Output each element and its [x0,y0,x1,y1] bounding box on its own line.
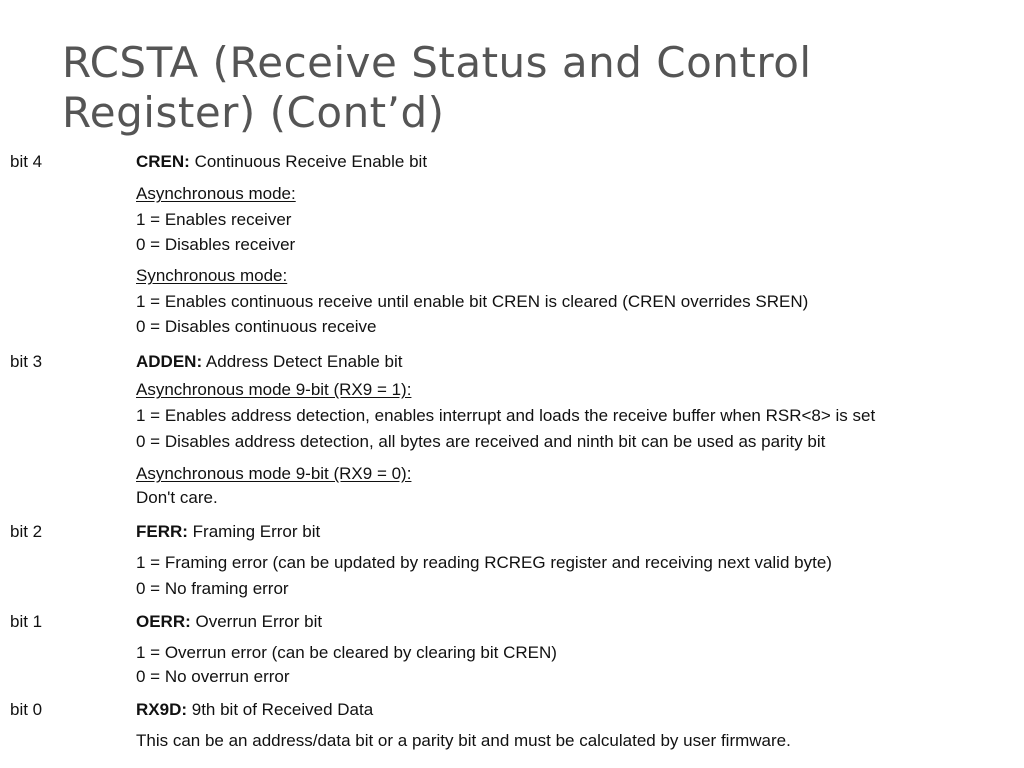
bit-4-async-value-0: 0 = Disables receiver [136,235,296,254]
bit-2-value-0: 0 = No framing error [136,579,289,598]
bit-0-note: This can be an address/data bit or a parity bit and must be calculated by user firmware. [136,731,791,750]
adden-name: ADDEN: [136,352,203,371]
bit-4-sync-value-0: 0 = Disables continuous receive [136,317,377,336]
bit-1-field [136,612,322,632]
bit-4-sync-value-1: 1 = Enables continuous receive until enable bit CREN is cleared (CREN overrides SREN) [136,292,809,311]
bit-1-value-1: 1 = Overrun error (can be cleared by clearing bit CREN) [136,643,557,662]
ferr-name: FERR: [136,522,188,541]
oerr-name: OERR: [136,612,191,631]
oerr-description: Overrun Error bit [190,612,323,631]
slide-title [62,38,1002,138]
bit-4-sync-heading: Synchronous mode: [136,266,288,285]
bit-3-async9-value-0: 0 = Disables address detection, all bytes are received and ninth bit can be used as parity bit [136,432,826,451]
bit-0-field [136,700,373,720]
bit-4-async-heading: Asynchronous mode: [136,184,296,203]
slide-title-line-1: RCSTA (Receive Status and Control [62,38,812,87]
rx9d-name: RX9D: [136,700,188,719]
bit-1-label: bit 1 [10,612,43,631]
bit-2-field [136,522,320,542]
bit-2-value-1: 1 = Framing error (can be updated by reading RCREG register and receiving next valid byte) [136,553,832,572]
bit-0-label: bit 0 [10,700,43,719]
slide-title-line-2: Register) (Cont’d) [62,88,445,137]
ferr-description: Framing Error bit [187,522,321,541]
bit-4-async-value-1: 1 = Enables receiver [136,210,292,229]
bit-3-async8-heading: Asynchronous mode 9-bit (RX9 = 0): [136,464,412,483]
bit-4-label: bit 4 [10,152,43,171]
cren-name: CREN: [136,152,190,171]
cren-description: Continuous Receive Enable bit [189,152,428,171]
bit-2-label: bit 2 [10,522,43,541]
bit-3-async9-heading: Asynchronous mode 9-bit (RX9 = 1): [136,380,412,399]
bit-4-field [136,152,427,172]
adden-description: Address Detect Enable bit [202,352,403,371]
bit-3-label: bit 3 [10,352,43,371]
bit-1-value-0: 0 = No overrun error [136,667,290,686]
bit-3-async9-value-1: 1 = Enables address detection, enables interrupt and loads the receive buffer when RSR<8> is set [136,406,876,425]
bit-3-async8-note: Don't care. [136,488,218,507]
bit-3-field [136,352,402,372]
rx9d-description: 9th bit of Received Data [187,700,374,719]
